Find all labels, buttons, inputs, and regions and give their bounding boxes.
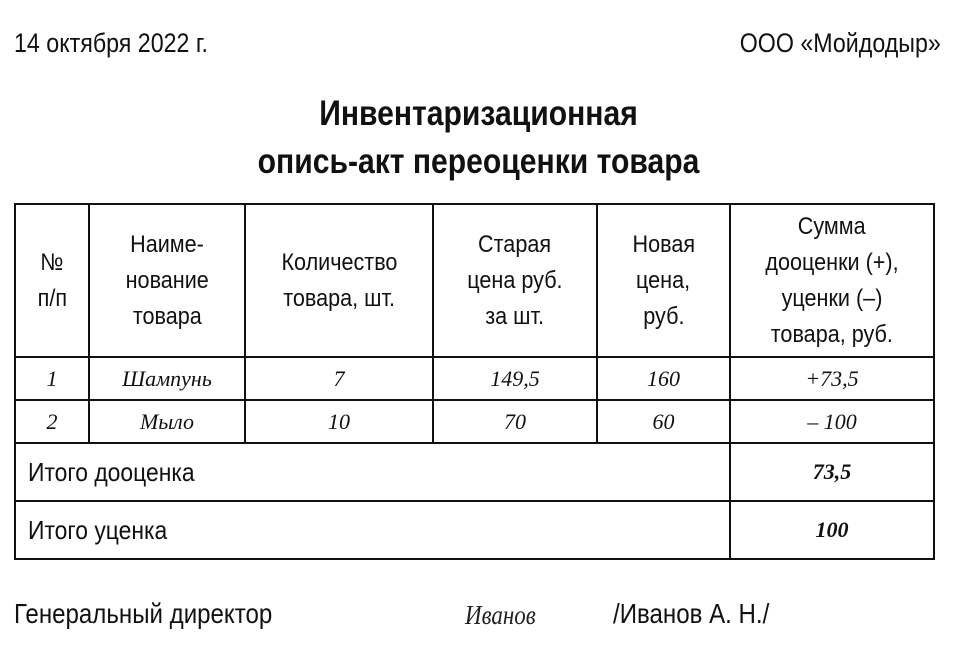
table-row [15,400,934,443]
cell-number: 2 [15,400,89,443]
header-cell-quantity: Количество товара, шт. [245,204,433,357]
cell-amount: +73,5 [730,357,934,400]
revaluation-table [14,203,935,560]
cell-number: 1 [15,357,89,400]
company-name: ООО «Мойдодыр» [739,28,941,58]
total-markdown-row [15,501,934,559]
header-cell-name: Наиме- нование товара [89,204,245,357]
header-cell-old-price: Старая цена руб. за шт. [433,204,597,357]
cell-quantity: 7 [245,357,433,400]
cell-new-price: 60 [597,400,730,443]
director-name: /Иванов А. Н./ [613,598,770,629]
header-cell-amount: Сумма дооценки (+), уценки (–) товара, руб. [730,204,934,357]
cell-new-price: 160 [597,357,730,400]
table-header-row [15,204,934,357]
handwritten-signature: Иванов [465,600,536,630]
cell-quantity: 10 [245,400,433,443]
document-date: 14 октября 2022 г. [14,28,208,58]
document-title [0,90,957,186]
total-markdown-label: Итого уценка [15,501,730,559]
table-row [15,357,934,400]
total-markup-label: Итого дооценка [15,443,730,501]
cell-product-name: Шампунь [89,357,245,400]
cell-old-price: 70 [433,400,597,443]
total-markdown-value: 100 [730,501,934,559]
header-cell-number: № п/п [15,204,89,357]
header-cell-new-price: Новая цена, руб. [597,204,730,357]
total-markup-row [15,443,934,501]
title-line-1: Инвентаризационная [319,94,638,133]
cell-product-name: Мыло [89,400,245,443]
cell-amount: – 100 [730,400,934,443]
title-line-2: опись-акт переоценки товара [257,142,700,181]
cell-old-price: 149,5 [433,357,597,400]
total-markup-value: 73,5 [730,443,934,501]
director-position: Генеральный директор [14,598,273,629]
